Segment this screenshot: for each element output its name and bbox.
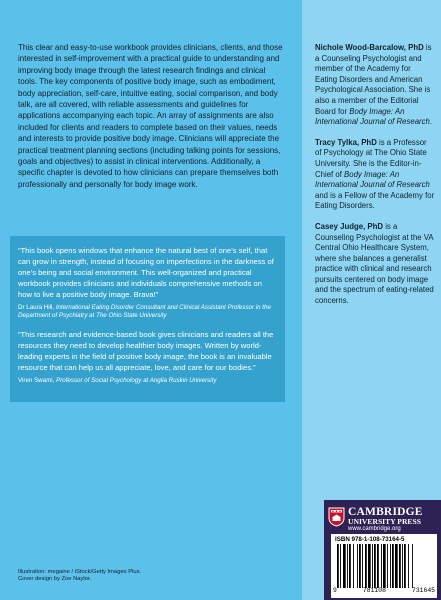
endorsement-quote-2: “This research and evidence-based book gives clinicians and readers all the resources they need to develop healthier body images. Written by world-leading experts in the field of positive body image, the book is an invaluable resource that can help us all appreciate, love, and care for our bodies.” bbox=[18, 329, 274, 372]
endorsements-box bbox=[10, 236, 285, 402]
endorser-name: Dr Laura Hill, bbox=[18, 303, 56, 311]
endorser-role: Professor of Social Psychology at Anglia Ruskin University bbox=[56, 376, 217, 384]
journal-title: Body Image: An International Journal of Research bbox=[315, 106, 430, 127]
author-bio-2: Tracy Tylka, PhD is a Professor of Psychology at The Ohio State University. She is the Editor-in-Chief of Body Image: An International Journal of Research and is a Fellow of the Academy for Eating Disorders. bbox=[315, 137, 435, 211]
author-bios bbox=[315, 43, 435, 307]
publisher-panel bbox=[324, 500, 441, 600]
author-bio-3: Casey Judge, PhD is a Counseling Psychologist at the VA Central Ohio Healthcare System, where she balances a generalist practice with clinical and research pursuits centered on body image and the spectrum of eating-related concerns. bbox=[315, 221, 434, 306]
publisher-website[interactable]: www.cambridge.org bbox=[348, 526, 401, 532]
endorser-name: Viren Swami, bbox=[18, 376, 57, 384]
barcode-panel bbox=[331, 534, 437, 598]
isbn-label: ISBN 978-1-108-73164-5 bbox=[335, 536, 405, 543]
author-name: Casey Judge, PhD bbox=[315, 221, 384, 231]
barcode-digits: 9 781108 731645 bbox=[333, 587, 435, 594]
cambridge-crest-icon bbox=[328, 507, 345, 527]
publisher-name: CAMBRIDGE bbox=[348, 506, 423, 518]
barcode-icon bbox=[335, 544, 433, 588]
author-bio-1: Nichole Wood-Barcalow, PhD is a Counseling Psychologist and member of the Academy for Eating Disorders and American Psychological Association. She is also a member of the Editorial Board for Body Image: An International Journal of Research. bbox=[315, 43, 433, 127]
journal-title: Body Image: An International Journal of Research bbox=[315, 169, 430, 190]
publisher-press: UNIVERSITY PRESS bbox=[348, 517, 421, 526]
design-credit: Cover design by Zoe Naylor. bbox=[18, 576, 92, 583]
book-description: This clear and easy-to-use workbook provides clinicians, clients, and those interested in self-improvement with a practical guide to understanding and improving body image through the latest research findings and clinical tools. The key components of positive body image, such as embodiment, body appreciation, self-care, intuitive eating, social comparison, and body talk, are all covered, with reliable assessments and guidelines for applications accompanying each topic. An array of assignments are also included for clients and readers to complete based on their values, needs and interests to provide positive body image. Clinicians will appreciate the practical treatment planning sections (including talking points for sessions, goals and objectives) to assist in clinical interventions. Additionally, a specific chapter is devoted to how clinicians can prepare themselves both professionally and personally for body image work. bbox=[18, 43, 283, 189]
endorser-role: International Eating Disorder Consultant and Clinical Assistant Professor in the Department of Psychiatry at The Ohio State University bbox=[18, 303, 271, 319]
author-name: Tracy Tylka, PhD bbox=[315, 137, 377, 147]
illustration-credit: Illustration: megaine / iStock/Getty Images Plus. bbox=[18, 569, 142, 575]
author-name: Nichole Wood-Barcalow, PhD bbox=[315, 43, 424, 52]
endorsement-attribution-1 bbox=[18, 304, 277, 320]
cover-credits bbox=[18, 569, 141, 584]
endorsement-quote-1: “This book opens windows that enhance the natural best of one’s self, that can grow in strength, instead of focusing on imperfections in the darkness of one’s being and social environment. This well-organized and practical workbook provides clinicians and individuals comprehensive methods on how to live a positive body image. Brava!” bbox=[18, 246, 274, 299]
endorsement-attribution-2 bbox=[18, 377, 277, 385]
